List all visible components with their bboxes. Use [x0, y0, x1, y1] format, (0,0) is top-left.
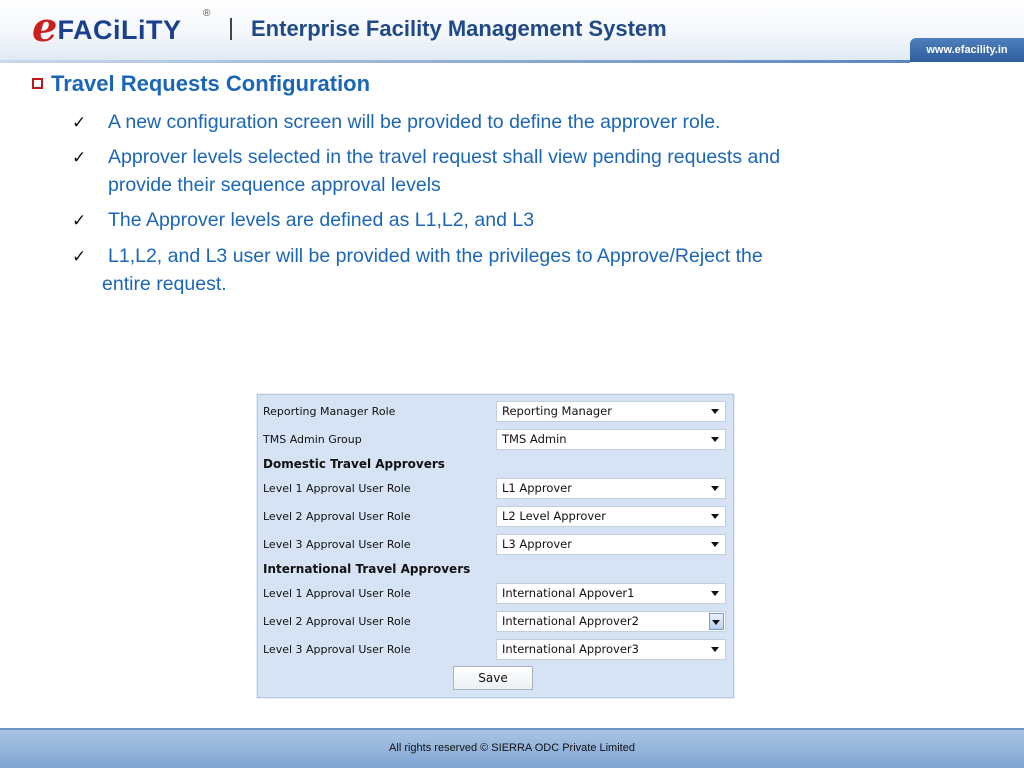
- efacility-logo: [32, 4, 211, 51]
- domestic-level2-select[interactable]: [496, 506, 726, 527]
- dropdown-button[interactable]: [709, 613, 724, 630]
- dropdown-arrow-icon: [711, 542, 719, 547]
- field-label: TMS Admin Group: [263, 433, 362, 446]
- dropdown-arrow-icon: [711, 486, 719, 491]
- international-approvers-heading: International Travel Approvers: [263, 562, 471, 576]
- dropdown-arrow-icon: [711, 514, 719, 519]
- field-label: Level 3 Approval User Role: [263, 643, 411, 656]
- tms-admin-group-select[interactable]: [496, 429, 726, 450]
- approver-config-form: [257, 394, 734, 698]
- copyright-text: All rights reserved © SIERRA ODC Private Limited: [389, 742, 635, 754]
- logo-text: FACiLiTY: [57, 15, 182, 45]
- field-label: Reporting Manager Role: [263, 405, 396, 418]
- save-button[interactable]: Save: [453, 666, 533, 690]
- bullet-item: [72, 243, 972, 298]
- field-label: Level 1 Approval User Role: [263, 482, 411, 495]
- section-title-text: Travel Requests Configuration: [51, 71, 371, 96]
- bullet-item: [72, 109, 972, 137]
- checkmark-icon: ✓: [72, 211, 87, 231]
- select-value: International Appover1: [502, 586, 635, 600]
- form-row-reporting-manager: [258, 401, 733, 423]
- dropdown-arrow-icon: [711, 437, 719, 442]
- international-level3-select[interactable]: [496, 639, 726, 660]
- bullet-item: [72, 207, 972, 235]
- form-row-domestic-l2: [258, 506, 733, 528]
- field-label: Level 3 Approval User Role: [263, 538, 411, 551]
- international-level1-select[interactable]: [496, 583, 726, 604]
- checkmark-icon: ✓: [72, 113, 87, 133]
- select-value: L2 Level Approver: [502, 509, 606, 523]
- website-url-tab: www.efacility.in: [910, 38, 1024, 62]
- bullet-text: L1,L2, and L3 user will be provided with the privileges to Approve/Reject the: [108, 245, 763, 267]
- header-title: Enterprise Facility Management System: [251, 16, 667, 41]
- header-bar: [0, 0, 1024, 62]
- form-row-international-l2: [258, 611, 733, 633]
- header-divider: [230, 18, 232, 40]
- checkmark-icon: ✓: [72, 247, 87, 267]
- dropdown-arrow-icon: [712, 620, 720, 625]
- field-label: Level 1 Approval User Role: [263, 587, 411, 600]
- bullet-text: Approver levels selected in the travel request shall view pending requests and: [108, 146, 781, 168]
- select-value: International Approver3: [502, 642, 639, 656]
- field-label: Level 2 Approval User Role: [263, 615, 411, 628]
- dropdown-arrow-icon: [711, 647, 719, 652]
- select-value: Reporting Manager: [502, 404, 612, 418]
- international-level2-select[interactable]: [496, 611, 726, 632]
- header-rule: [0, 60, 910, 63]
- domestic-level3-select[interactable]: [496, 534, 726, 555]
- bullet-item: [72, 144, 972, 199]
- bullet-text-continued: provide their sequence approval levels: [108, 174, 441, 196]
- field-label: Level 2 Approval User Role: [263, 510, 411, 523]
- form-row-international-l1: [258, 583, 733, 605]
- select-value: International Approver2: [502, 614, 639, 628]
- reporting-manager-role-select[interactable]: [496, 401, 726, 422]
- registered-mark: ®: [203, 8, 211, 19]
- section-title: [32, 71, 370, 97]
- form-row-domestic-l3: [258, 534, 733, 556]
- dropdown-arrow-icon: [711, 409, 719, 414]
- checkmark-icon: ✓: [72, 148, 87, 168]
- form-row-international-l3: [258, 639, 733, 661]
- domestic-approvers-heading: Domestic Travel Approvers: [263, 457, 445, 471]
- form-row-tms-admin: [258, 429, 733, 451]
- bullet-text: The Approver levels are defined as L1,L2, and L3: [108, 209, 535, 231]
- bullet-text: A new configuration screen will be provided to define the approver role.: [108, 111, 721, 133]
- select-value: TMS Admin: [502, 432, 567, 446]
- domestic-level1-select[interactable]: [496, 478, 726, 499]
- footer-bar: [0, 728, 1024, 768]
- select-value: L3 Approver: [502, 537, 572, 551]
- dropdown-arrow-icon: [711, 591, 719, 596]
- select-value: L1 Approver: [502, 481, 572, 495]
- logo-e: e: [32, 4, 58, 51]
- form-row-domestic-l1: [258, 478, 733, 500]
- square-bullet-icon: [32, 78, 43, 89]
- bullet-text-continued: entire request.: [102, 273, 227, 295]
